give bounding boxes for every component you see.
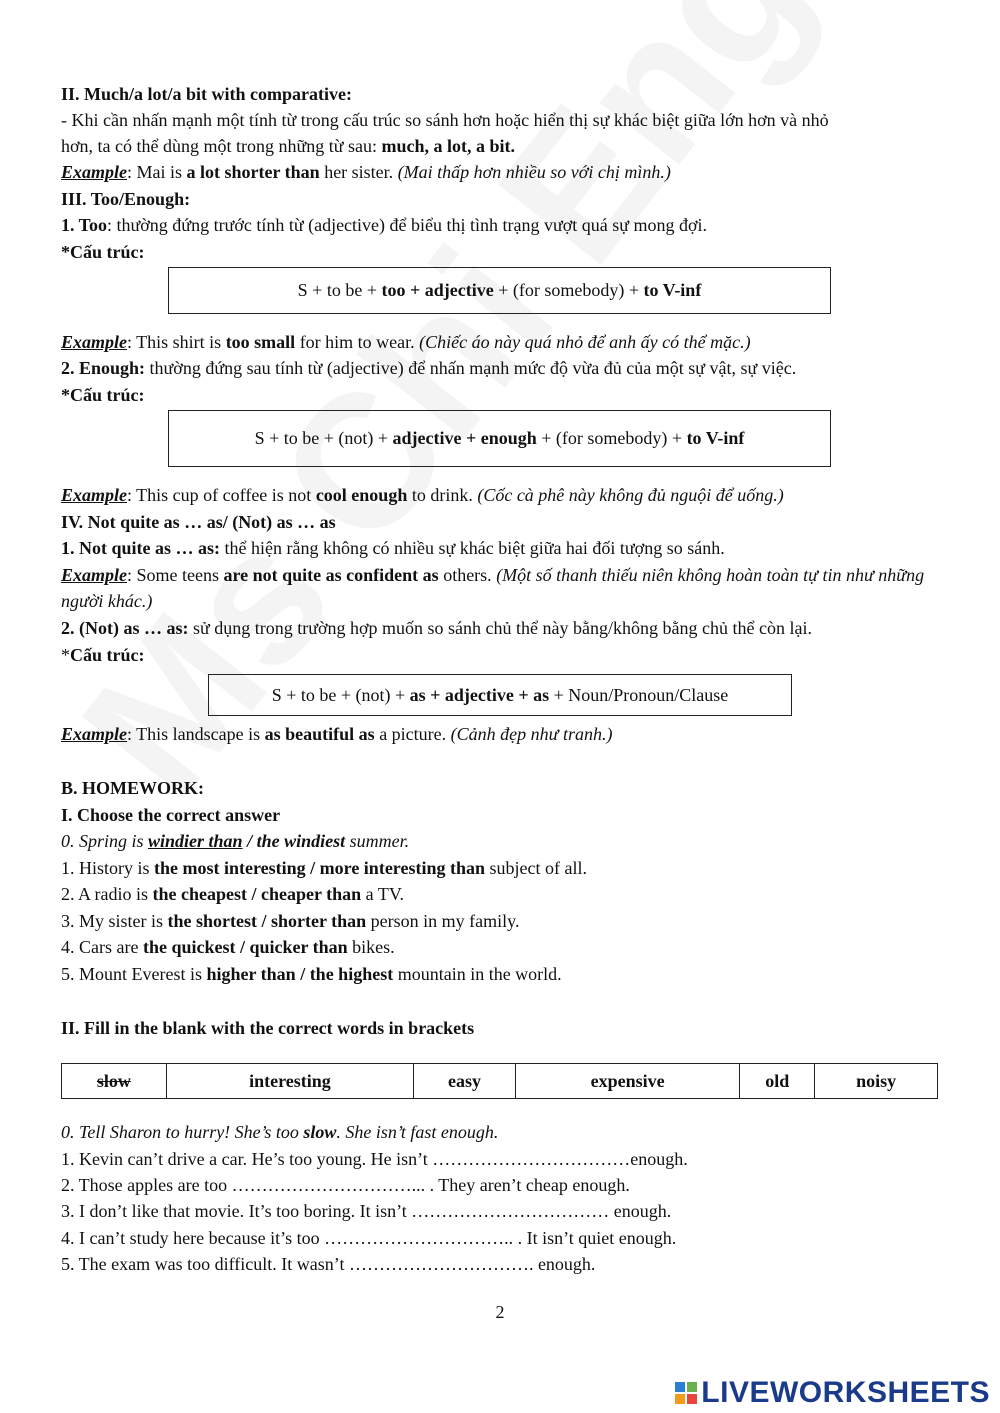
exercise1-sample	[61, 828, 938, 854]
not-quite-description: thể hiện rằng không có nhiều sự khác biệt giữa hai đối tượng so sánh.	[220, 538, 725, 558]
sample-answer: slow	[303, 1122, 337, 1142]
exercise1-item	[61, 934, 938, 960]
structure-label: *Cấu trúc:	[61, 242, 145, 262]
logo-text: LIVEWORKSHEETS	[701, 1376, 990, 1409]
homework-heading: B. HOMEWORK:	[61, 778, 204, 798]
word-bank-row	[62, 1064, 938, 1099]
section-heading-much: II. Much/a lot/a bit with comparative:	[61, 84, 352, 104]
exercise1-heading: I. Choose the correct answer	[61, 805, 281, 825]
liveworksheets-logo[interactable]	[675, 1376, 990, 1410]
item-text: 5. Mount Everest is	[61, 964, 207, 984]
sample-option: / the windiest	[242, 831, 346, 851]
exercise1-item	[61, 908, 938, 934]
exercise2-sample	[61, 1119, 938, 1145]
example-translation: (Cảnh đẹp như tranh.)	[450, 724, 613, 744]
example-text: : Mai is	[127, 162, 187, 182]
structure-label	[61, 642, 938, 668]
item-text: 3. My sister is	[61, 911, 168, 931]
item-text: 4. Cars are	[61, 937, 143, 957]
page-number: 2	[495, 1302, 505, 1322]
formula-part: too + adjective	[381, 280, 494, 300]
formula-part: to V-inf	[643, 280, 702, 300]
exercise2-item[interactable]: 2. Those apples are too …………………………... . They aren’t cheap enough.	[61, 1175, 630, 1195]
structure-text: Cấu trúc:	[70, 645, 145, 665]
formula-part: + Noun/Pronoun/Clause	[549, 685, 729, 705]
formula-part: to V-inf	[686, 428, 745, 448]
example-text: her sister.	[319, 162, 398, 182]
example-text: a picture.	[374, 724, 451, 744]
as-as-rule	[61, 615, 938, 641]
word-bank-cell: slow	[62, 1064, 167, 1099]
example-highlight: too small	[225, 332, 296, 352]
word-bank-cell: interesting	[166, 1064, 413, 1099]
too-example	[61, 329, 938, 355]
item-options[interactable]: higher than / the highest	[206, 964, 394, 984]
item-text: mountain in the world.	[393, 964, 562, 984]
word-bank-table	[61, 1063, 938, 1099]
exercise1-item	[61, 855, 938, 881]
not-quite-rule	[61, 535, 938, 561]
too-rule	[61, 212, 938, 238]
exercise1-item	[61, 881, 938, 907]
example-translation: (Chiếc áo này quá nhỏ để anh ấy có thể mặc.)	[419, 332, 751, 352]
exercise2-item[interactable]: 1. Kevin can’t drive a car. He’s too young. He isn’t ……………………………enough.	[61, 1149, 688, 1169]
sample-text: . She isn’t fast enough.	[336, 1122, 499, 1142]
enough-description: thường đứng sau tính từ (adjective) để nhấn mạnh mức độ vừa đủ của một sự vật, sự việc.	[145, 358, 797, 378]
item-options[interactable]: the cheapest / cheaper than	[152, 884, 362, 904]
example-text: others.	[438, 565, 497, 585]
example-label: Example	[61, 565, 127, 585]
as-as-formula-box	[208, 674, 792, 716]
item-text: 2. A radio is	[61, 884, 153, 904]
word-bank-cell: easy	[414, 1064, 516, 1099]
formula-part: S + to be +	[297, 280, 382, 300]
enough-rule	[61, 355, 938, 381]
as-as-description: sử dụng trong trường hợp muốn so sánh chủ thể này bằng/không bằng chủ thể còn lại.	[188, 618, 812, 638]
item-options[interactable]: the quickest / quicker than	[142, 937, 348, 957]
example-label: Example	[61, 162, 127, 182]
much-description: - Khi cần nhấn mạnh một tính từ trong cấu trúc so sánh hơn hoặc hiển thị sự khác biệt giữa lớn hơn và nhỏ	[61, 110, 829, 130]
as-as-label: 2. (Not) as … as:	[61, 618, 189, 638]
structure-star: *	[61, 645, 70, 665]
section-heading-as-as: IV. Not quite as … as/ (Not) as … as	[61, 512, 336, 532]
formula-part: S + to be + (not) +	[271, 685, 410, 705]
example-text: : Some teens	[127, 565, 224, 585]
item-text: 1. History is	[61, 858, 155, 878]
too-label: 1. Too	[61, 215, 108, 235]
example-text: : This landscape is	[127, 724, 265, 744]
exercise2-item[interactable]: 4. I can’t study here because it’s too ………………………….. . It isn’t quiet enough.	[61, 1228, 677, 1248]
formula-part: + (for somebody) +	[536, 428, 687, 448]
sample-text: 0. Spring is	[61, 831, 149, 851]
as-as-example	[61, 721, 938, 747]
much-example	[61, 159, 938, 185]
exercise2-heading: II. Fill in the blank with the correct words in brackets	[61, 1018, 475, 1038]
word-bank-cell: old	[740, 1064, 815, 1099]
example-label: Example	[61, 485, 127, 505]
not-quite-example	[61, 562, 938, 614]
exercise1-item	[61, 961, 938, 987]
example-translation: (Một số thanh thiếu niên không hoàn toàn tự tin như những người khác.)	[61, 565, 925, 611]
enough-formula-box	[168, 410, 831, 467]
much-description-2	[61, 133, 938, 159]
example-text: : This shirt is	[127, 332, 226, 352]
item-text: a TV.	[361, 884, 405, 904]
logo-mark-icon	[675, 1382, 697, 1404]
formula-part: + (for somebody) +	[493, 280, 644, 300]
sample-text: summer.	[345, 831, 410, 851]
enough-example	[61, 482, 938, 508]
too-description: : thường đứng trước tính từ (adjective) để biểu thị tình trạng vượt quá sự mong đợi.	[107, 215, 708, 235]
example-text: for him to wear.	[295, 332, 420, 352]
sample-text: 0. Tell Sharon to hurry! She’s too	[61, 1122, 304, 1142]
example-translation: (Mai thấp hơn nhiều so với chị mình.)	[397, 162, 671, 182]
too-formula-box	[168, 267, 831, 314]
item-text: bikes.	[347, 937, 395, 957]
formula-part: adjective + enough	[392, 428, 537, 448]
section-heading-too-enough: III. Too/Enough:	[61, 189, 191, 209]
example-text: : This cup of coffee is not	[127, 485, 316, 505]
desc-text: hơn, ta có thể dùng một trong những từ sau:	[61, 136, 382, 156]
item-options[interactable]: the most interesting / more interesting than	[154, 858, 485, 878]
example-label: Example	[61, 724, 127, 744]
word-bank-cell: expensive	[515, 1064, 739, 1099]
example-text: to drink.	[407, 485, 478, 505]
formula-part: S + to be + (not) +	[254, 428, 393, 448]
item-text: subject of all.	[485, 858, 587, 878]
sample-answer: windier than	[148, 831, 243, 851]
item-text: person in my family.	[366, 911, 520, 931]
not-quite-label: 1. Not quite as … as:	[61, 538, 221, 558]
example-highlight: are not quite as confident as	[223, 565, 439, 585]
enough-label: 2. Enough:	[61, 358, 146, 378]
exercise2-item[interactable]: 5. The exam was too difficult. It wasn’t …………………………. enough.	[61, 1254, 596, 1274]
example-translation: (Cốc cà phê này không đủ nguội để uống.)	[477, 485, 784, 505]
exercise2-item[interactable]: 3. I don’t like that movie. It’s too boring. It isn’t …………………………… enough.	[61, 1201, 672, 1221]
formula-part: as + adjective + as	[409, 685, 550, 705]
word-bank-cell: noisy	[815, 1064, 938, 1099]
structure-label: *Cấu trúc:	[61, 385, 145, 405]
example-highlight: as beautiful as	[264, 724, 375, 744]
item-options[interactable]: the shortest / shorter than	[167, 911, 367, 931]
example-highlight: cool enough	[315, 485, 408, 505]
example-highlight: a lot shorter than	[186, 162, 320, 182]
example-label: Example	[61, 332, 127, 352]
desc-keywords: much, a lot, a bit.	[381, 136, 516, 156]
